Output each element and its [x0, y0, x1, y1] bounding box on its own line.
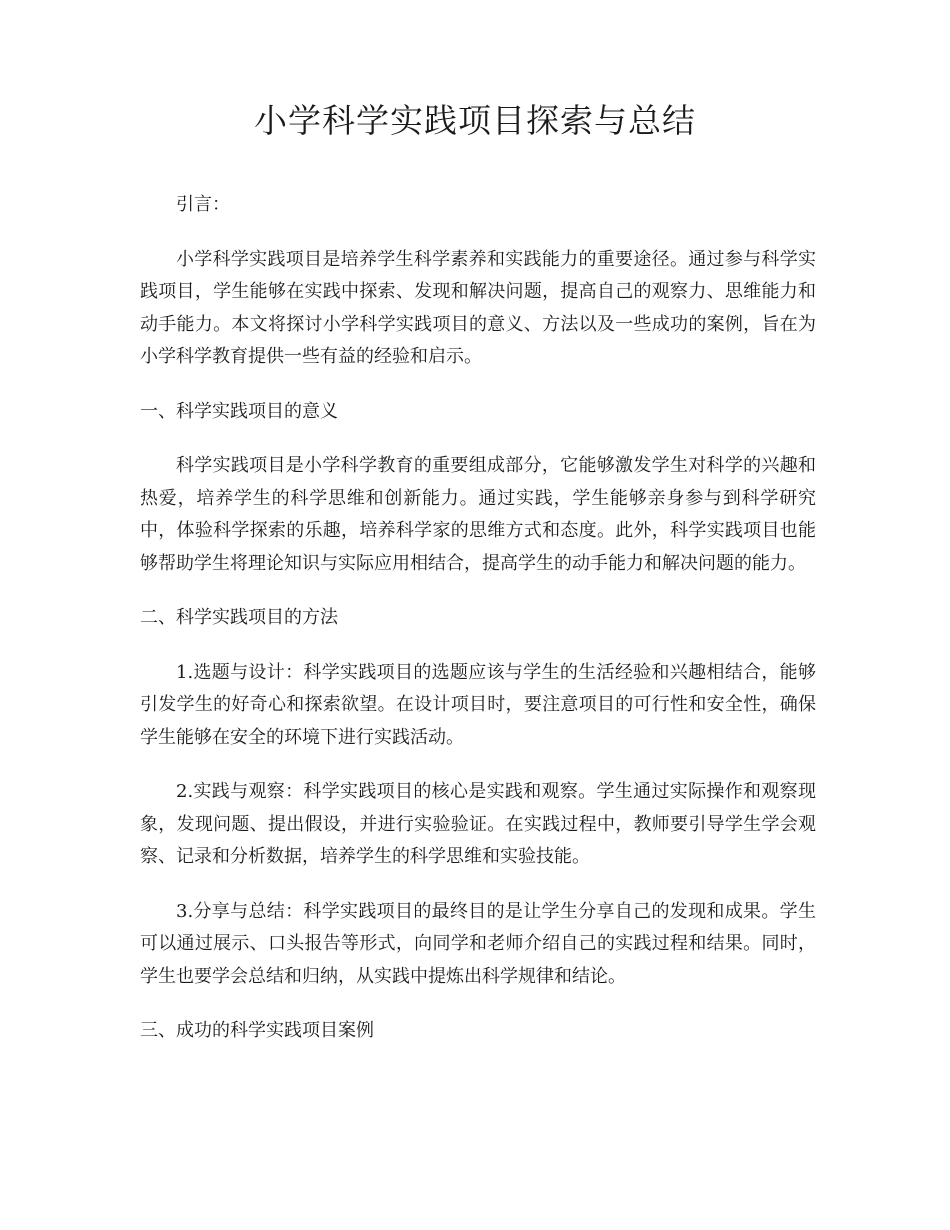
document-body: [140, 189, 816, 1048]
method-item-topic-design: 1.选题与设计：科学实践项目的选题应该与学生的生活经验和兴趣相结合，能够引发学生的好奇心和探索欲望。在设计项目时，要注意项目的可行性和安全性，确保学生能够在安全的环境下进行实践活动。: [140, 661, 816, 748]
intro-paragraph: 小学科学实践项目是培养学生科学素养和实践能力的重要途径。通过参与科学实践项目，学生能够在实践中探索、发现和解决问题，提高自己的观察力、思维能力和动手能力。本文将探讨小学科学实践项目的意义、方法以及一些成功的案例，旨在为小学科学教育提供一些有益的经验和启示。: [140, 248, 816, 367]
section-heading-significance: 一、科学实践项目的意义: [140, 400, 338, 422]
method-item-practice-observation: 2.实践与观察：科学实践项目的核心是实践和观察。学生通过实际操作和观察现象，发现问题、提出假设，并进行实验验证。在实践过程中，教师要引导学生学会观察、记录和分析数据，培养学生的科学思维和实验技能。: [140, 781, 816, 867]
section-heading-methods: 二、科学实践项目的方法: [140, 607, 338, 628]
document-title: 小学科学实践项目探索与总结: [254, 101, 696, 140]
section-heading-cases: 三、成功的科学实践项目案例: [140, 1020, 374, 1041]
intro-label: 引言：: [176, 194, 230, 215]
section-paragraph-significance: 科学实践项目是小学科学教育的重要组成部分，它能够激发学生对科学的兴趣和热爱，培养学生的科学思维和创新能力。通过实践，学生能够亲身参与到科学研究中，体验科学探索的乐趣，培养科学家的思维方式和态度。此外，科学实践项目也能够帮助学生将理论知识与实际应用相结合，提高学生的动手能力和解决问题的能力。: [140, 455, 816, 574]
method-item-share-summary: 3.分享与总结：科学实践项目的最终目的是让学生分享自己的发现和成果。学生可以通过展示、口头报告等形式，向同学和老师介绍自己的实践过程和结果。同时，学生也要学会总结和归纳，从实践中提炼出科学规律和结论。: [140, 900, 816, 987]
